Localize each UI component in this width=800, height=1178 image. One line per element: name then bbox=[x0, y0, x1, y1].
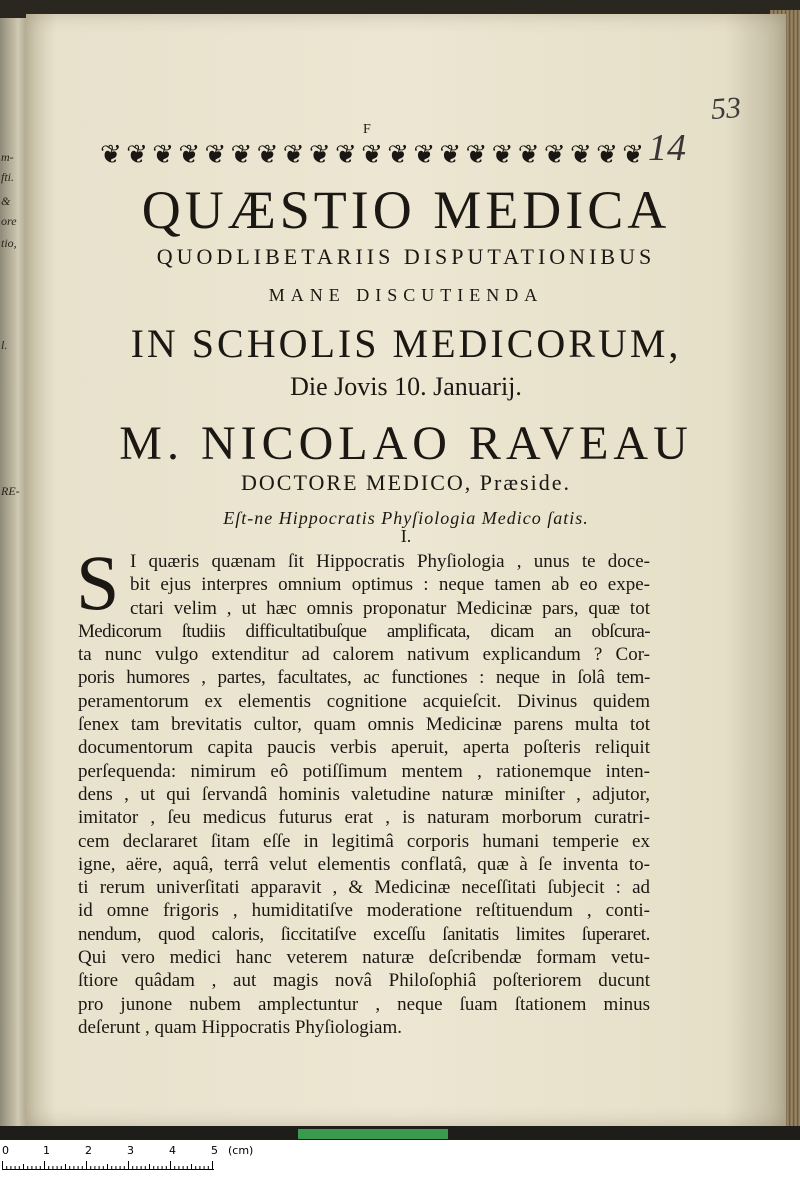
prev-page-fragment: fti. bbox=[1, 170, 15, 184]
title-place: IN SCHOLIS MEDICORUM, bbox=[130, 321, 682, 366]
printer-signature: F bbox=[363, 122, 371, 137]
text-line: ſtiore quâdam , aut magis novâ Philoſophiâ poſteriorem ducunt bbox=[78, 970, 650, 992]
title-subtitle-2: MANE DISCUTIENDA bbox=[268, 285, 544, 305]
text-line: ctari velim , ut hæc omnis proponatur Medicinæ pars, quæ tot bbox=[130, 597, 650, 619]
text-line: dens , ut qui ſervandâ hominis valetudine naturæ miniſter , adjutor, bbox=[78, 783, 650, 805]
presider-rank: DOCTORE MEDICO, Præside. bbox=[241, 470, 571, 495]
title-date: Die Jovis 10. Januarij. bbox=[290, 372, 522, 401]
scale-ruler bbox=[0, 1140, 800, 1178]
ruler-label: 5 bbox=[211, 1144, 218, 1157]
prev-page-fragment: m- bbox=[1, 150, 14, 164]
text-line: bit ejus interpres omnium optimus : neque tamen ab eo expe- bbox=[130, 574, 650, 596]
text-line: deſerunt , quam Hippocratis Phyſiologiam. bbox=[78, 1016, 403, 1038]
text-line: Medicorum ſtudiis difficultatibuſque amplificata, dicam an obſcura- bbox=[78, 620, 650, 642]
prev-page-fragment: & bbox=[1, 194, 11, 208]
section-number: I. bbox=[400, 526, 412, 546]
text-line: igne, aëre, aquâ, terrâ velut elementis conflatâ, quæ à ſe inventa to- bbox=[78, 853, 650, 875]
document-page bbox=[26, 14, 786, 1126]
drop-cap: S bbox=[76, 539, 120, 626]
text-line: Qui vero medici hanc veterem naturæ deſcribendæ formam vetu- bbox=[78, 947, 650, 969]
ruler-ticks bbox=[2, 1160, 214, 1170]
body-paragraph bbox=[78, 550, 650, 1039]
presider-name: M. NICOLAO RAVEAU bbox=[119, 417, 693, 470]
prev-page-fragment: l. bbox=[1, 338, 8, 352]
ornament-band: ❦ ❦ ❦ ❦ ❦ ❦ ❦ ❦ ❦ ❦ ❦ ❦ ❦ ❦ ❦ ❦ ❦ ❦ ❦ ❦ ❦ bbox=[100, 140, 644, 169]
text-line: nendum, quod caloris, ſiccitatiſve exceſſu ſanitatis limites ſuperaret. bbox=[78, 923, 650, 945]
text-line: id omne frigoris , humiditatiſve moderatione reſtituendum , conti- bbox=[78, 900, 650, 922]
ruler-label: 3 bbox=[127, 1144, 134, 1157]
text-line: poris humores , partes, facultates, ac functiones : neque in ſolâ tem- bbox=[78, 667, 650, 689]
ruler-label: 0 bbox=[2, 1144, 9, 1157]
text-line: pro junone nubem amplectuntur , neque ſuam ſtationem minus bbox=[78, 993, 650, 1015]
prev-page-fragment: tio, bbox=[1, 236, 17, 250]
text-line: ta nunc vulgo extenditur ad calorem nativum explicandum ? Cor- bbox=[78, 644, 650, 666]
ruler-label: 1 bbox=[43, 1144, 50, 1157]
handwritten-number: 14 bbox=[648, 127, 686, 169]
text-line: I quæris quænam ſit Hippocratis Phyſiologia , unus te doce- bbox=[130, 551, 650, 572]
text-line: documentorum capita paucis verbis aperuit, aperta poſteris reliquit bbox=[78, 737, 650, 759]
folio-number: 53 bbox=[709, 90, 743, 127]
color-strip bbox=[298, 1129, 448, 1139]
prev-page-fragment: RE- bbox=[1, 484, 20, 498]
thesis-question: Eſt-ne Hippocratis Phyſiologia Medico ſatis. bbox=[223, 508, 589, 528]
text-line: cem declararet ſitam eſſe in legitimâ corporis humani temperie ex bbox=[78, 830, 650, 852]
text-line: ſenex tam brevitatis cultor, quam omnis Medicinæ parens multa tot bbox=[78, 714, 650, 736]
text-line: imitator , ſeu medicus futurus erat , is naturam morborum curatri- bbox=[78, 807, 650, 829]
prev-page-fragment: ore bbox=[1, 214, 17, 228]
title-subtitle: QUODLIBETARIIS DISPUTATIONIBUS bbox=[156, 244, 656, 269]
ruler-unit: (cm) bbox=[228, 1144, 254, 1157]
text-line: ti rerum univerſitati apparavit , & Medicinæ neceſſitati ſubjecit : ad bbox=[78, 877, 650, 899]
title-main: QUÆSTIO MEDICA bbox=[141, 180, 671, 240]
ruler-label: 2 bbox=[85, 1144, 92, 1157]
ruler-label: 4 bbox=[169, 1144, 176, 1157]
text-line: peramentorum ex elementis cognitione acquieſcit. Divinus quidem bbox=[78, 690, 650, 712]
text-line: perſequenda: nimirum eô potiſſimum mentem , rationemque inten- bbox=[78, 760, 650, 782]
